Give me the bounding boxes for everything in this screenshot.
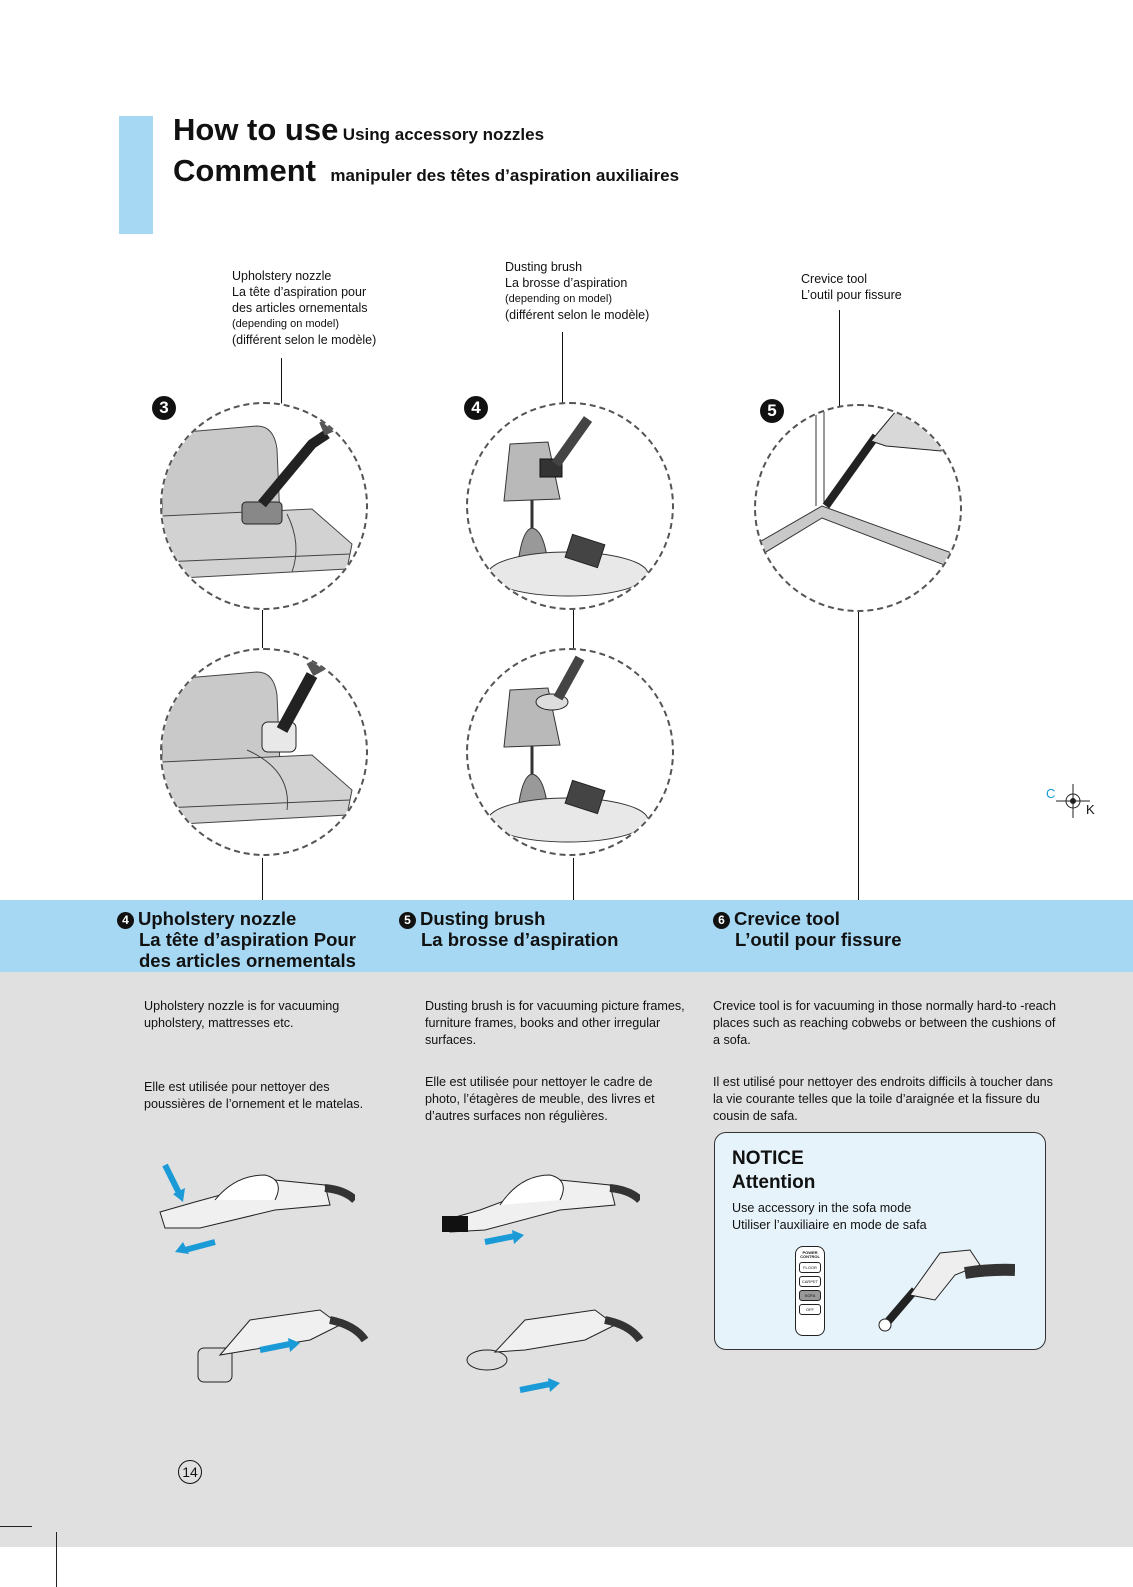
section-number: 4 bbox=[117, 912, 134, 929]
section-heading-en: Upholstery nozzle bbox=[138, 908, 297, 929]
upholstery-text-fr: Elle est utilisée pour nettoyer des poussières de l’ornement et le matelas. bbox=[144, 1080, 364, 1111]
lamp-illustration-1 bbox=[466, 402, 674, 610]
trim-line bbox=[0, 1526, 32, 1527]
hand-dusting-illustration-1 bbox=[440, 1150, 640, 1250]
remote-button: FLOOR bbox=[799, 1262, 821, 1273]
sofa-illustration-1 bbox=[160, 402, 368, 610]
section-number: 5 bbox=[399, 912, 416, 929]
remote-button: SOFA bbox=[799, 1290, 821, 1301]
hand-upholstery-illustration-2 bbox=[190, 1290, 370, 1400]
registration-c: C bbox=[1046, 786, 1056, 801]
section-heading-upholstery bbox=[117, 908, 356, 971]
crevice-text-en: Crevice tool is for vacuuming in those normally hard-to -reach places such as reaching cobwebs or between the cushions of a sofa. bbox=[713, 999, 1056, 1047]
notice-line-en: Use accessory in the sofa mode bbox=[732, 1201, 912, 1215]
step-number: 5 bbox=[760, 399, 784, 423]
upholstery-label bbox=[232, 268, 376, 348]
dusting-label-line: Dusting brush bbox=[505, 260, 583, 274]
remote-button: OFF bbox=[799, 1304, 821, 1315]
leader-line bbox=[858, 610, 859, 900]
upholstery-note-en: (depending on model) bbox=[232, 318, 340, 330]
upholstery-note-fr: (différent selon le modèle) bbox=[232, 333, 377, 347]
section-number: 6 bbox=[713, 912, 730, 929]
title-en-big: How to use bbox=[173, 112, 339, 147]
notice-title-fr: Attention bbox=[732, 1172, 816, 1193]
title-fr-big: Comment bbox=[173, 153, 316, 188]
leader-line bbox=[573, 858, 574, 900]
registration-k: K bbox=[1086, 802, 1095, 817]
title-en bbox=[173, 112, 544, 148]
crevice-label-line: Crevice tool bbox=[801, 272, 867, 286]
hand-dusting-illustration-2 bbox=[465, 1290, 645, 1400]
notice-line-fr: Utiliser l’auxiliaire en mode de safa bbox=[732, 1218, 927, 1232]
remote-button: CARPET bbox=[799, 1276, 821, 1287]
header-accent-bar bbox=[119, 116, 153, 234]
section-heading-en: Dusting brush bbox=[420, 908, 546, 929]
section-heading-fr: La brosse d’aspiration bbox=[421, 929, 619, 950]
section-heading-fr: des articles ornementals bbox=[139, 950, 356, 971]
leader-line bbox=[573, 610, 574, 648]
upholstery-label-line: La tête d’aspiration pour bbox=[232, 285, 367, 299]
crevice-tool-illustration bbox=[875, 1245, 1015, 1335]
lamp-illustration-2 bbox=[466, 648, 674, 856]
dusting-note-en: (depending on model) bbox=[505, 293, 613, 305]
upholstery-text-en: Upholstery nozzle is for vacuuming upholstery, mattresses etc. bbox=[144, 999, 340, 1030]
notice-box bbox=[714, 1132, 1046, 1350]
page-number: 14 bbox=[178, 1460, 202, 1484]
step-number: 3 bbox=[152, 396, 176, 420]
section-heading-crevice bbox=[713, 908, 902, 950]
notice-title-en: NOTICE bbox=[732, 1148, 804, 1169]
crevice-label-line: L’outil pour fissure bbox=[801, 288, 902, 302]
crosshair-icon bbox=[1056, 784, 1090, 818]
title-fr-small: manipuler des têtes d’aspiration auxiliaires bbox=[330, 166, 680, 185]
leader-line bbox=[262, 610, 263, 648]
sofa-illustration-2 bbox=[160, 648, 368, 856]
dusting-text-fr: Elle est utilisée pour nettoyer le cadre de photo, l’étagères de meuble, des livres et d’autres surfaces non régulières. bbox=[425, 1075, 655, 1123]
upholstery-label-line: Upholstery nozzle bbox=[232, 269, 332, 283]
remote-control bbox=[795, 1246, 825, 1336]
title-en-small: Using accessory nozzles bbox=[342, 125, 545, 144]
section-heading-fr: La tête d’aspiration Pour bbox=[139, 929, 356, 950]
dusting-note-fr: (différent selon le modèle) bbox=[505, 308, 650, 322]
hand-upholstery-illustration-1 bbox=[155, 1150, 355, 1260]
crevice-text-fr: Il est utilisé pour nettoyer des endroits difficils à toucher dans la vie courante telles que la toile d’araignée et la fissure du cousin de safa. bbox=[713, 1075, 1053, 1123]
title-fr bbox=[173, 153, 679, 189]
section-heading-fr: L’outil pour fissure bbox=[735, 929, 902, 950]
trim-line bbox=[56, 1532, 57, 1587]
dusting-label-line: La brosse d’aspiration bbox=[505, 276, 628, 290]
corner-illustration bbox=[754, 404, 962, 612]
dusting-text-en: Dusting brush is for vacuuming picture frames, furniture frames, books and other irregular surfaces. bbox=[425, 999, 685, 1047]
registration-mark bbox=[1042, 780, 1102, 824]
section-heading-en: Crevice tool bbox=[734, 908, 840, 929]
crevice-label bbox=[801, 271, 902, 303]
dusting-label bbox=[505, 259, 649, 323]
leader-line bbox=[262, 858, 263, 900]
step-number: 4 bbox=[464, 396, 488, 420]
section-heading-dusting bbox=[399, 908, 618, 950]
remote-button: POWER CONTROL bbox=[800, 1250, 820, 1259]
upholstery-label-line: des articles ornementals bbox=[232, 301, 368, 315]
